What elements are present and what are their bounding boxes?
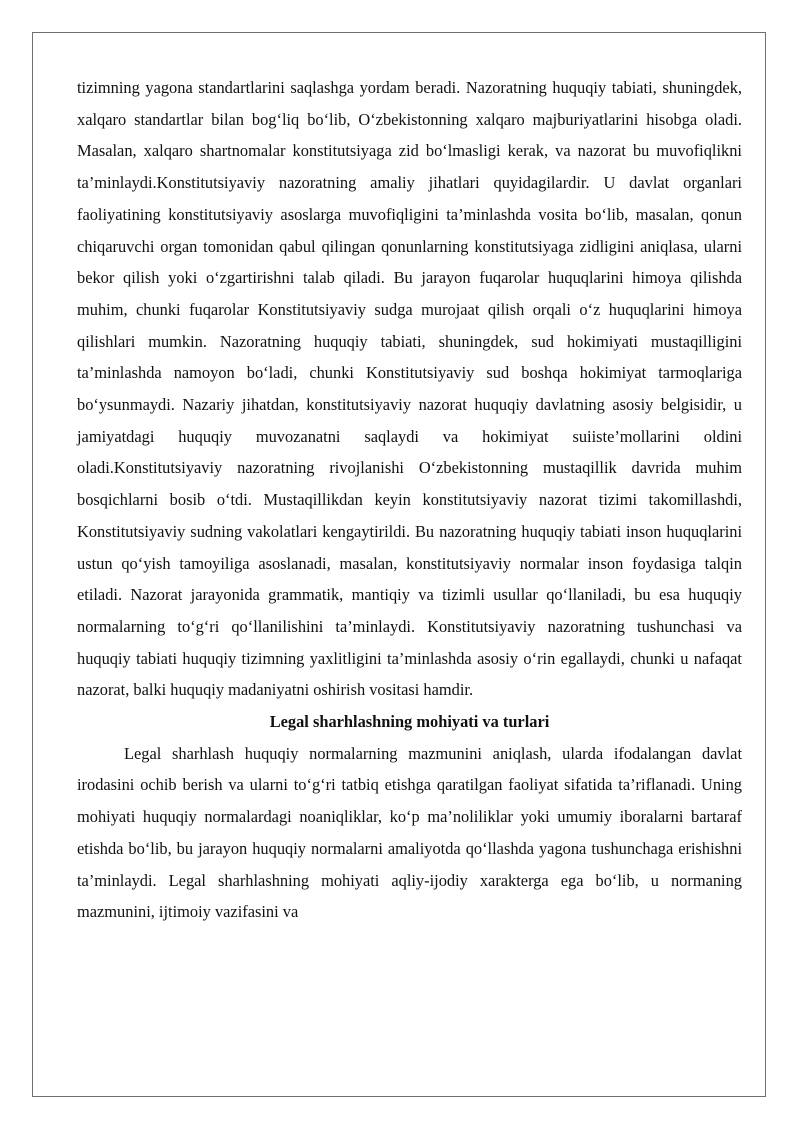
body-paragraph: Legal sharhlash huquqiy normalarning mazmunini aniqlash, ularda ifodalangan davlat irodasini ochib berish va ularni to‘g‘ri tatbiq etishga qaratilgan faoliyat sifatida ta’riflanadi. Uning mohiyati huquqiy normalardagi noaniqliklar, ko‘p ma’noliliklar yoki umumiy iboralarni bartaraf etishda bo‘lib, bu jarayon huquqiy normalarni amaliyotda qo‘llashda yagona tushunchaga erishishni ta’minlaydi. Legal sharhlashning mohiyati aqliy-ijodiy xarakterga ega bo‘lib, u normaning mazmunini, ijtimoiy vazifasini va bbox=[77, 743, 742, 922]
body-paragraph: tizimning yagona standartlarini saqlashga yordam beradi. Nazoratning huquqiy tabiati, shuningdek, xalqaro standartlar bilan bog‘liq bo‘lib, O‘zbekistonning xalqaro majburiyatlarini hisobga oladi. Masalan, xalqaro shartnomalar konstitutsiyaga zid bo‘lmasligi kerak, va nazorat bu muvofiqlikni ta’minlaydi.Konstitutsiyaviy nazoratning amaliy jihatlari quyidagilardir. U davlat organlari faoliyatining konstitutsiyaviy asoslarga muvofiqligini ta’minlashda vosita bo‘lib, masalan, qonun chiqaruvchi organ tomonidan qabul qilingan qonunlarning konstitutsiyaga zidligini aniqlasa, ularni bekor qilish yoki o‘zgartirishni talab qiladi. Bu jarayon fuqarolar huquqlarini himoya qilishda muhim, chunki fuqarolar Konstitutsiyaviy sudga murojaat qilish orqali o‘z huquqlarini himoya qilishlari mumkin. Nazoratning huquqiy tabiati, shuningdek, sud hokimiyati mustaqilligini ta’minlashda namoyon bo‘ladi, chunki Konstitutsiyaviy sud boshqa hokimiyat tarmoqlariga bo‘ysunmaydi. Nazariy jihatdan, konstitutsiyaviy nazorat huquqiy davlatning asosiy belgisidir, u jamiyatdagi huquqiy muvozanatni saqlaydi va hokimiyat suiiste’mollarini oldini oladi.Konstitutsiyaviy nazoratning rivojlanishi O‘zbekistonning mustaqillik davrida muhim bosqichlarni bosib o‘tdi. Mustaqillikdan keyin konstitutsiyaviy nazorat tizimi takomillashdi, Konstitutsiyaviy sudning vakolatlari kengaytirildi. Bu nazoratning huquqiy tabiati inson huquqlarini ustun qo‘yish tamoyiliga asoslanadi, masalan, konstitutsiyaviy normalar inson foydasiga talqin etiladi. Nazorat jarayonida grammatik, mantiqiy va tizimli usullar qo‘llaniladi, bu esa huquqiy normalarning to‘g‘ri qo‘llanilishini ta’minlaydi. Konstitutsiyaviy nazoratning tushunchasi va huquqiy tabiati huquqiy tizimning yaxlitligini ta’minlashda asosiy o‘rin egallaydi, chunki u nafaqat nazorat, balki huquqiy madaniyatni oshirish vositasi hamdir. bbox=[77, 78, 742, 700]
document-body bbox=[77, 72, 742, 928]
section-heading: Legal sharhlashning mohiyati va turlari bbox=[269, 712, 550, 732]
